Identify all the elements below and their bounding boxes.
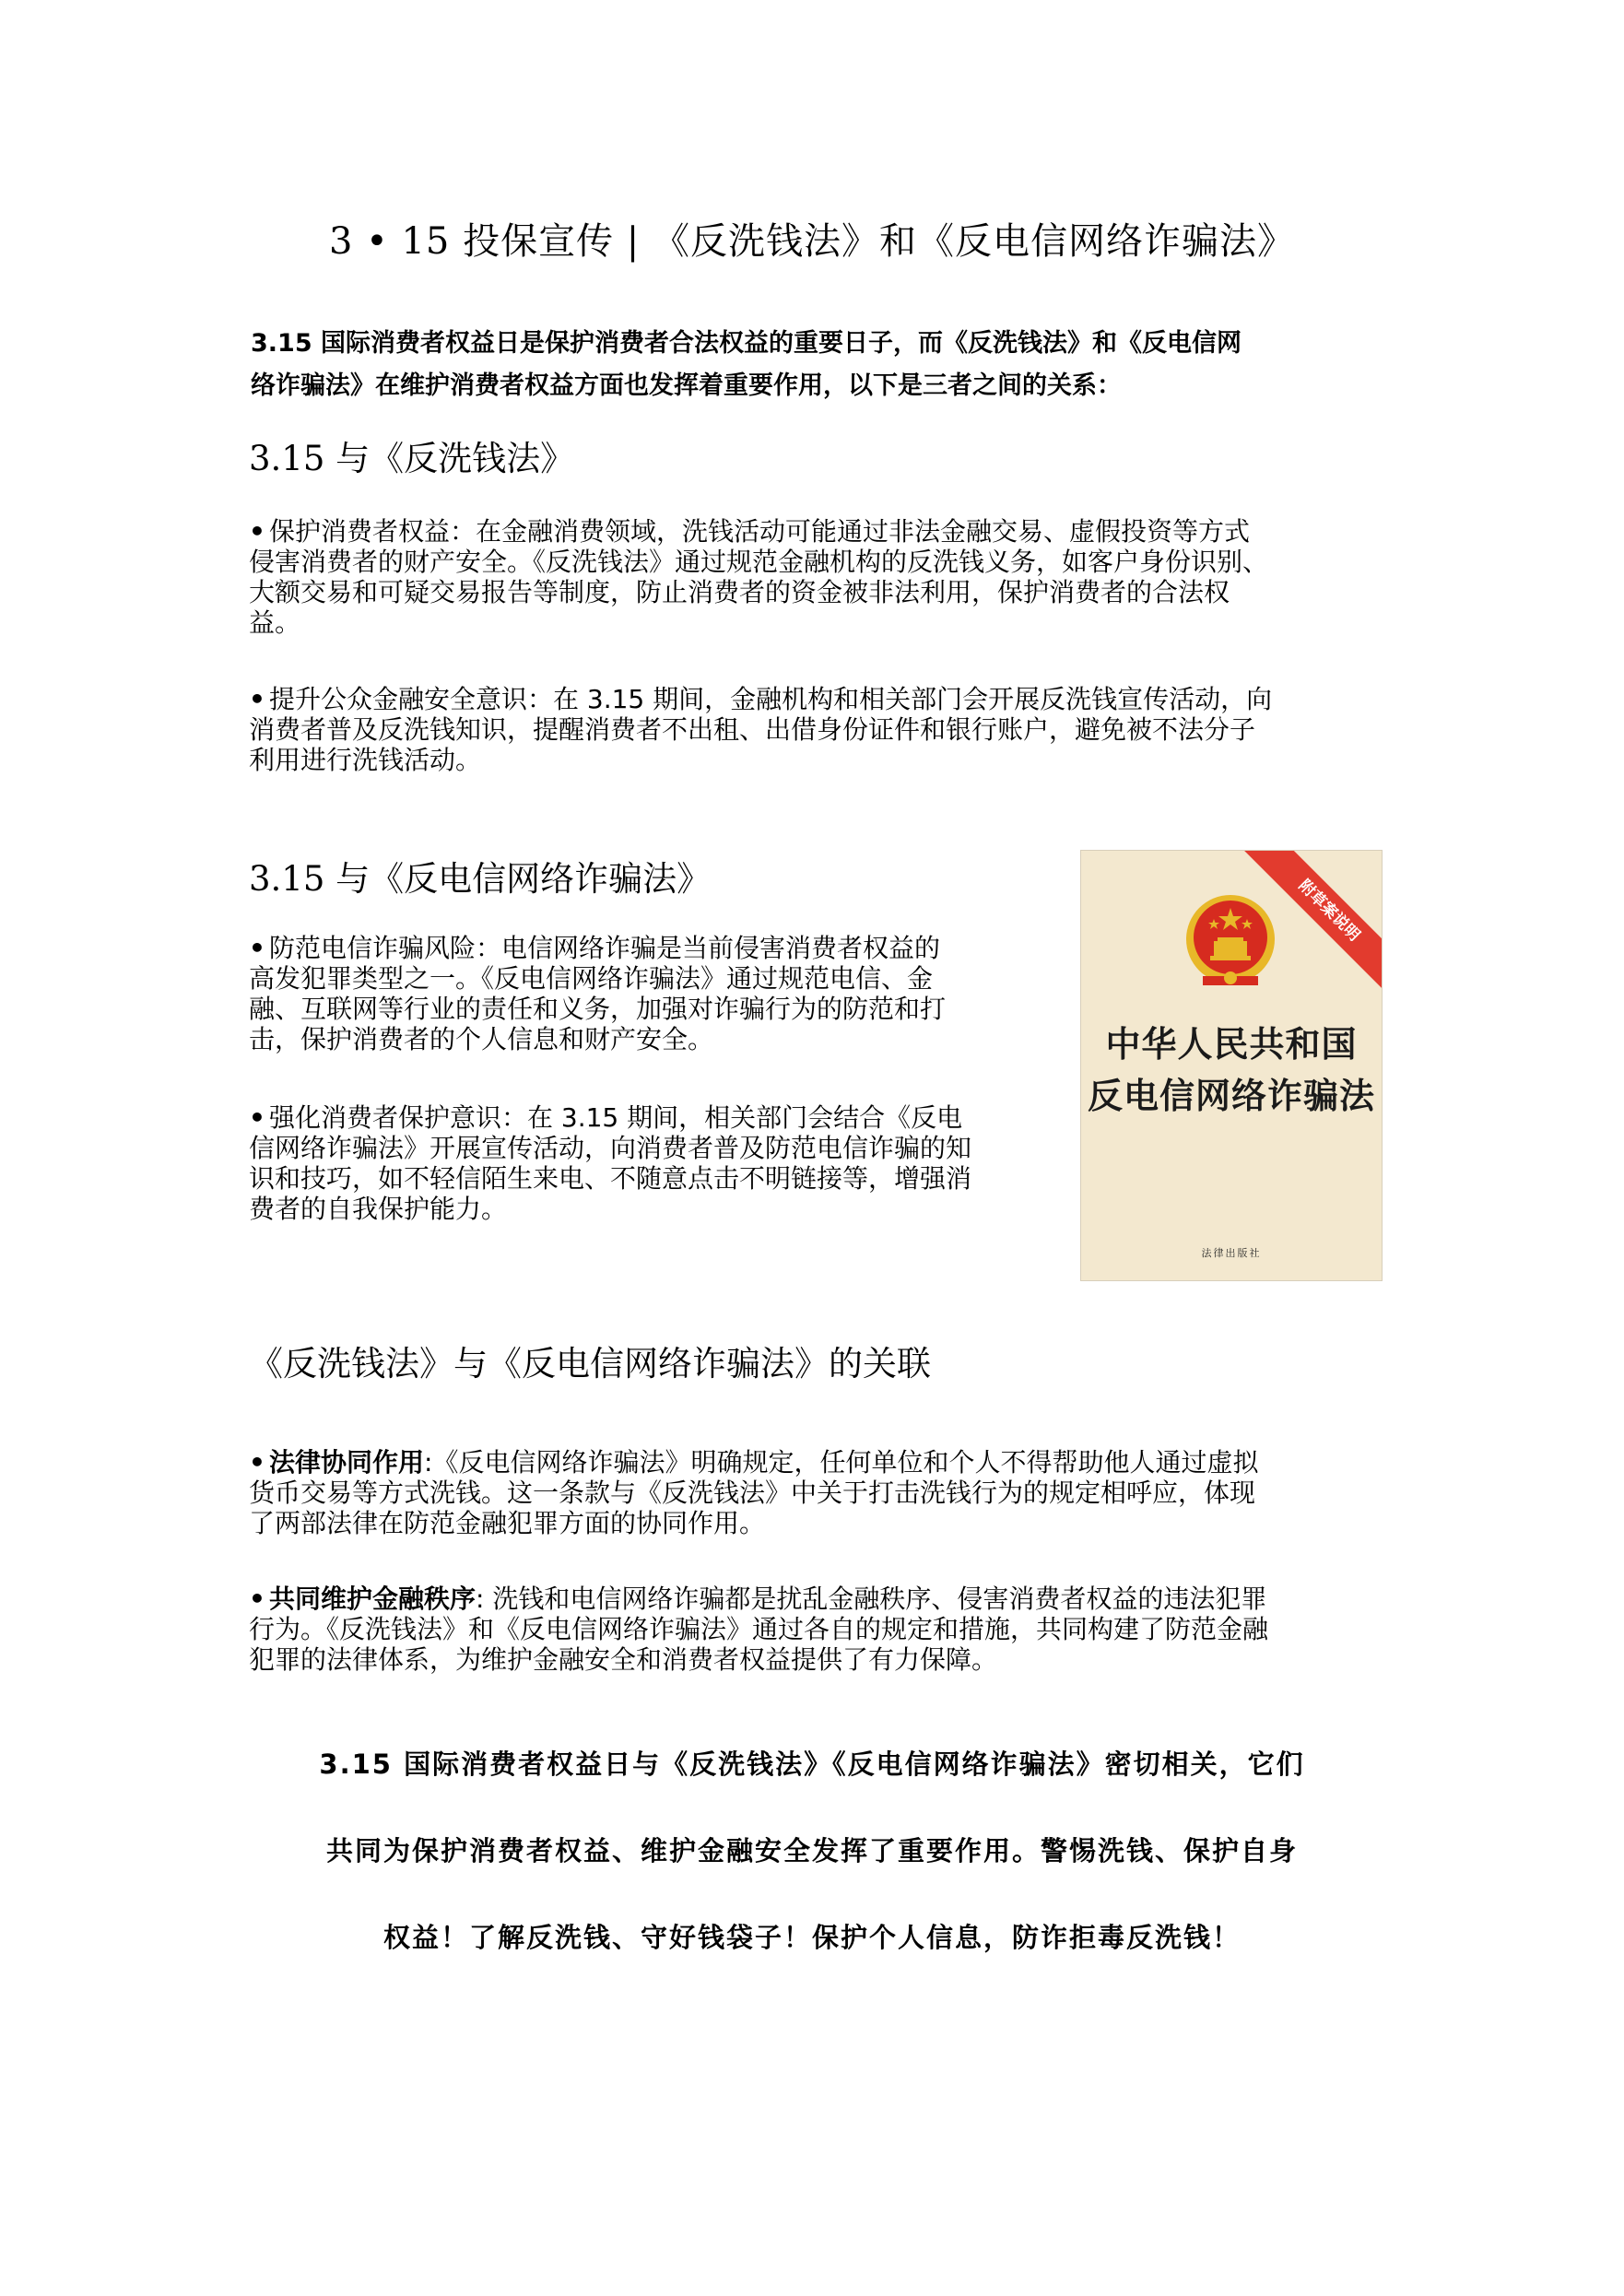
intro-paragraph: [251, 323, 1394, 407]
section-heading-anti-telecom-fraud: 3.15 与《反电信网络诈骗法》: [249, 859, 712, 899]
book-title-line-1: 中华人民共和国: [1105, 1023, 1358, 1065]
national-emblem-icon: [1175, 891, 1286, 993]
book-title-line-2: 反电信网络诈骗法: [1087, 1075, 1375, 1116]
section-heading-anti-money-laundering: 3.15 与《反洗钱法》: [249, 439, 575, 478]
closing-line-1: 3.15 国际消费者权益日与《反洗钱法》《反电信网络诈骗法》密切相关，它们: [319, 1748, 1305, 1780]
closing-line-3: 权益！了解反洗钱、守好钱袋子！保护个人信息，防诈拒毒反洗钱！: [382, 1922, 1241, 1953]
term-maintain-financial-order: 共同维护金融秩序: [269, 1584, 477, 1614]
bullet-maintain-financial-order: • 共同维护金融秩序: 洗钱和电信网络诈骗都是扰乱金融秩序、侵害消费者权益的违法犯罪 行为。《反洗钱法》和《反电信网络诈骗法》通过各自的规定和措施，共同构建了防范金融 犯罪的法律体系，为维护金融安全和消费者权益提供了有力保障。: [249, 1584, 1269, 1675]
bullet-strengthen-consumer-awareness: • 强化消费者保护意识：在 3.15 期间，相关部门会结合《反电 信网络诈骗法》开展宣传活动，向消费者普及防范电信诈骗的知 识和技巧，如不轻信陌生来电、不随意点击不明链接等，增强消 费者的自我保护能力。: [249, 1102, 972, 1224]
bullet-protect-consumer-rights: • 保护消费者权益：在金融消费领域，洗钱活动可能通过非法金融交易、虚假投资等方式 侵害消费者的财产安全。《反洗钱法》通过规范金融机构的反洗钱义务，如客户身份识别、 大额交易和可疑交易报告等制度，防止消费者的资金被非法利用，保护消费者的合法权 益。: [249, 516, 1269, 638]
intro-line-1: 3.15 国际消费者权益日是保护消费者合法权益的重要日子，而《反洗钱法》和《反电信网: [251, 329, 1242, 358]
book-cover-image: [1080, 850, 1383, 1281]
bullet-icon: •: [249, 684, 265, 714]
section-heading-law-relationship: 《反洗钱法》与《反电信网络诈骗法》的关联: [249, 1344, 931, 1383]
book-ribbon: 附草案说明: [1242, 850, 1383, 998]
bullet-icon: •: [249, 1447, 265, 1478]
bullet-icon: •: [249, 516, 265, 547]
bullet-icon: •: [249, 1102, 265, 1133]
bullet-prevent-telecom-fraud: • 防范电信诈骗风险：电信网络诈骗是当前侵害消费者权益的 高发犯罪类型之一。《反电信网络诈骗法》通过规范电信、金 融、互联网等行业的责任和义务，加强对诈骗行为的防范和打 击，保护消费者的个人信息和财产安全。: [249, 933, 947, 1054]
intro-line-2: 络诈骗法》在维护消费者权益方面也发挥着重要作用，以下是三者之间的关系：: [251, 371, 1122, 400]
page-title: 3 • 15 投保宣传 | 《反洗钱法》和《反电信网络诈骗法》: [329, 220, 1295, 263]
term-legal-synergy: 法律协同作用: [269, 1447, 425, 1478]
book-publisher: 法律出版社: [1201, 1247, 1262, 1259]
bullet-raise-financial-awareness: • 提升公众金融安全意识：在 3.15 期间，金融机构和相关部门会开展反洗钱宣传活动，向 消费者普及反洗钱知识，提醒消费者不出租、出借身份证件和银行账户，避免被不法分子 利用进行洗钱活动。: [249, 684, 1273, 775]
bullet-icon: •: [249, 1584, 265, 1614]
bullet-legal-synergy: • 法律协同作用:《反电信网络诈骗法》明确规定，任何单位和个人不得帮助他人通过虚拟 货币交易等方式洗钱。这一条款与《反洗钱法》中关于打击洗钱行为的规定相呼应，体现 了两部法律在防范金融犯罪方面的协同作用。: [249, 1447, 1259, 1538]
bullet-icon: •: [249, 933, 265, 963]
closing-line-2: 共同为保护消费者权益、维护金融安全发挥了重要作用。警惕洗钱、保护自身: [325, 1835, 1298, 1866]
